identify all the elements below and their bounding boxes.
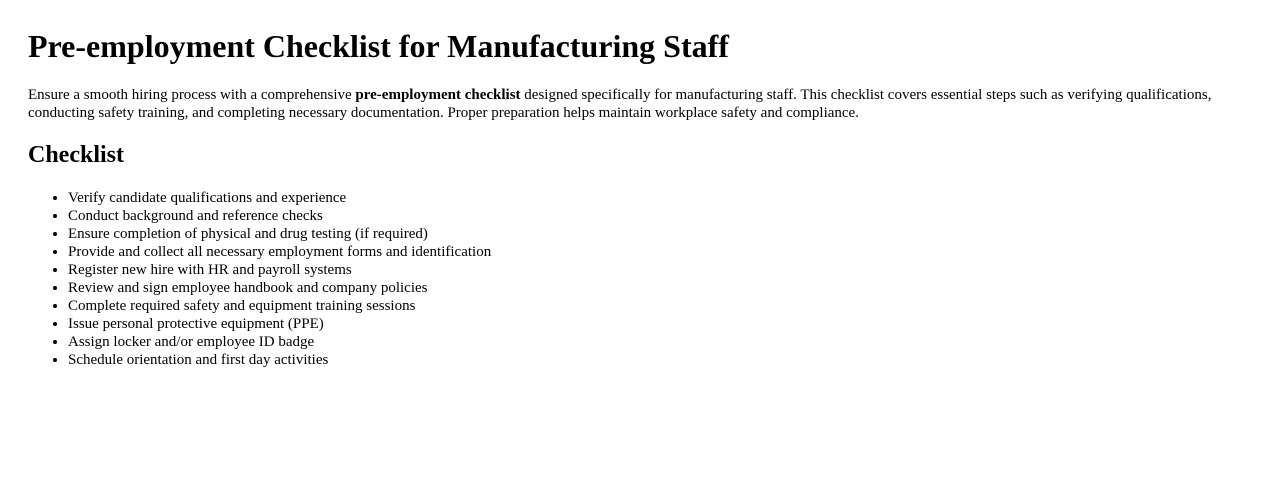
list-item: • Issue personal protective equipment (PPE): [68, 315, 1250, 333]
list-item: • Provide and collect all necessary employment forms and identification: [68, 243, 1250, 261]
list-item: • Conduct background and reference checks: [68, 207, 1250, 225]
list-item: • Verify candidate qualifications and experience: [68, 189, 1250, 207]
page-title: Pre-employment Checklist for Manufacturing Staff: [28, 28, 729, 64]
intro-paragraph: [28, 86, 1250, 122]
list-item: • Register new hire with HR and payroll systems: [68, 261, 1250, 279]
list-item: • Assign locker and/or employee ID badge: [68, 333, 1250, 351]
checklist: [28, 189, 1250, 369]
list-item: • Complete required safety and equipment training sessions: [68, 297, 1250, 315]
list-item: • Review and sign employee handbook and company policies: [68, 279, 1250, 297]
list-item: • Ensure completion of physical and drug testing (if required): [68, 225, 1250, 243]
list-item: • Schedule orientation and first day activities: [68, 351, 1250, 369]
intro-text-end: designed specifically for manufacturing staff. This checklist covers essential steps such as verifying qualifications, conducting safety training, and completing necessary documentation. Proper preparation helps maintain workplace safety and compliance.: [28, 87, 1212, 121]
intro-text-start: Ensure a smooth hiring process with a comprehensive: [28, 87, 356, 103]
intro-bold-text: pre-employment checklist: [355, 87, 521, 103]
checklist-heading: Checklist: [28, 142, 124, 168]
